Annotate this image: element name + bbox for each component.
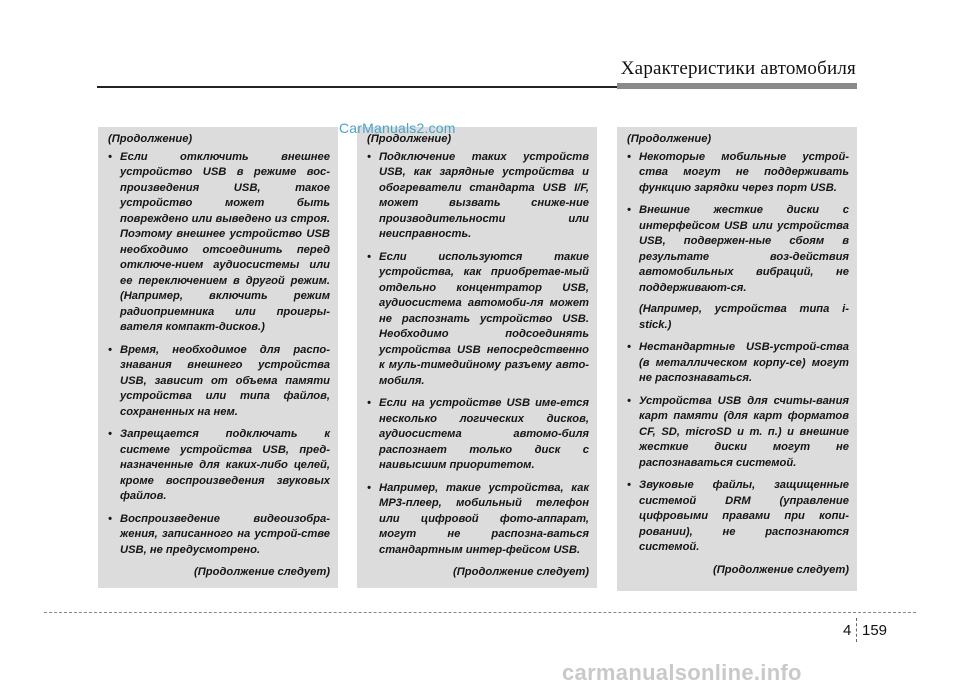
page-header-title: Характеристики автомобиля — [620, 58, 856, 79]
text-column-2 — [357, 127, 597, 588]
page-number: 159 — [862, 622, 888, 639]
list-item: • Если на устройстве USB име-ется несколько логических дисков, аудиосистема автомо-биля распознает только диск с наивысшим приоритетом. — [367, 396, 589, 474]
continued-label: (Продолжение) — [367, 133, 452, 145]
list-item: • Если отключить внешнее устройство USB в режиме вос-произведения USB, такое устройство может быть повреждено или выведено из строя. Поэтому внешнее устройство USB необходимо отсоединить перед отключе-нием аудиосистемы или ее переключением в другой режим. (Например, включить режим радиоприемника или проигры-вателя компакт-дисков.) — [108, 150, 330, 336]
list-item: • Если используются такие устройства, как приобретае-мый отдельно концентратор USB, аудиосистема автомоби-ля может не распознать устройство USB. Необходимо подсоединять устройства USB непосредственно к муль-тимедийному разъему авто-мобиля. — [367, 250, 589, 390]
header-rule-accent — [617, 83, 857, 89]
bullet-list — [367, 150, 589, 559]
to-be-continued-label: (Продолжение следует) — [194, 566, 330, 578]
continued-label: (Продолжение) — [108, 133, 193, 145]
chapter-number: 4 — [843, 622, 852, 639]
list-item: • Запрещается подключать к системе устройства USB, пред-назначенные для каких-либо целей, кроме воспроизведения звуковых файлов. — [108, 427, 330, 505]
list-item: • Например, такие устройства, как MP3-плеер, мобильный телефон или цифровой фото-аппарат, могут не распозна-ваться стандартным интер-фейсом USB. — [367, 481, 589, 559]
footer-watermark: carmanualsonline.info — [562, 660, 802, 685]
to-be-continued-label: (Продолжение следует) — [453, 566, 589, 578]
watermark-link[interactable]: CarManuals2.com — [339, 120, 456, 136]
list-item — [627, 203, 849, 333]
list-item: • Некоторые мобильные устрой-ства могут не поддерживать функцию зарядки через порт USB. — [627, 150, 849, 197]
list-item: • Подключение таких устройств USB, как зарядные устройства и обогреватели стандарта USB I/F, может вызвать сниже-ние производительности или неисправность. — [367, 150, 589, 243]
list-item: • Звуковые файлы, защищенные системой DRM (управление цифровыми правами при копи-ровании), не распознаются системой. — [627, 478, 849, 556]
continued-label: (Продолжение) — [627, 133, 712, 145]
list-item: • Нестандартные USB-устрой-ства (в металлическом корпу-се) могут не распознаваться. — [627, 340, 849, 387]
list-item-example: (Например, устройства типа i-stick.) — [639, 303, 849, 331]
bullet-list — [627, 150, 849, 556]
list-item: • Воспроизведение видеоизобра-жения, записанного на устрой-стве USB, не предусмотрено. — [108, 512, 330, 559]
text-column-1 — [98, 127, 338, 588]
header-rule — [97, 86, 617, 88]
bullet-list — [108, 150, 330, 559]
list-item: • Устройства USB для считы-вания карт памяти (для карт форматов CF, SD, microSD и т. п.) и внешние жесткие диски могут не распознаваться системой. — [627, 394, 849, 472]
list-item: • Время, необходимое для распо-знавания внешнего устройства USB, зависит от объема памяти устройства или типа файлов, сохраненных на нем. — [108, 343, 330, 421]
footer-rule — [44, 612, 916, 613]
list-item-text: Внешние жесткие диски с интерфейсом USB или устройства USB, подвержен-ные сбоям в результате воз-действия автомобильных вибраций, не поддерживают-ся. — [639, 204, 849, 294]
to-be-continued-label: (Продолжение следует) — [713, 563, 849, 576]
text-column-3 — [617, 127, 857, 591]
page-number-separator — [856, 618, 857, 642]
